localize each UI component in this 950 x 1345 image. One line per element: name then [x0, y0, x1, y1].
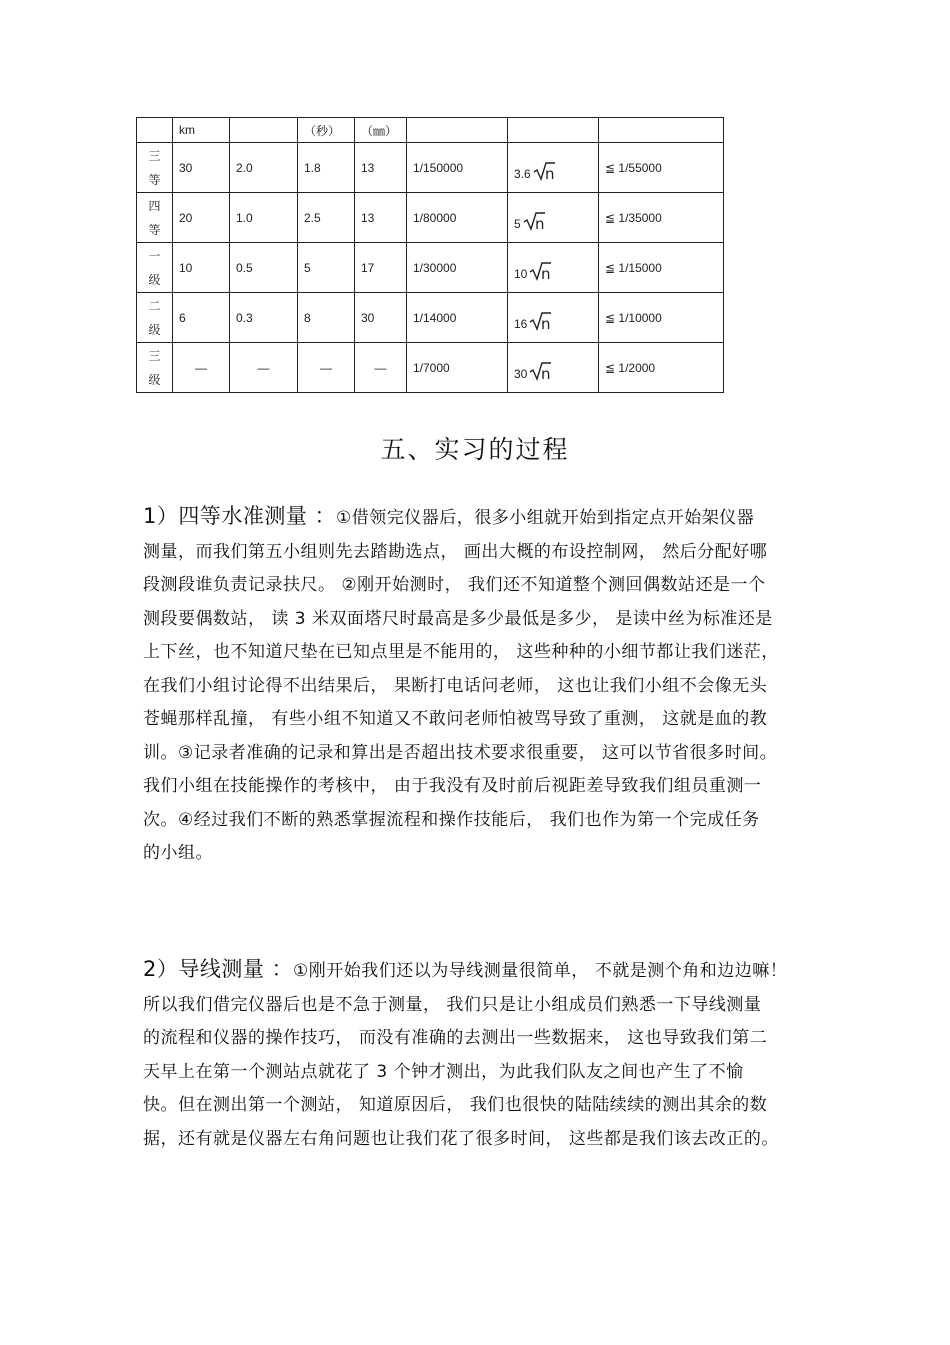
table-cell: 1.8 — [298, 143, 355, 193]
square-root-icon — [533, 161, 555, 181]
grade-cell: 二 级 — [137, 293, 173, 343]
header-cell-seconds: （秒） — [298, 118, 355, 143]
paragraph-line: 测量，而我们第五小组则先去踏勘选点， 画出大概的布设控制网， 然后分配好哪 — [143, 541, 768, 562]
svg-text:n: n — [541, 264, 551, 281]
table-cell: 1/150000 — [407, 143, 508, 193]
svg-text:n: n — [544, 164, 555, 181]
paragraph-line: 我们小组在技能操作的考核中， 由于我没有及时前后视距差导致我们组员重测一 — [143, 776, 762, 796]
ratio-cell: ≦ 1/55000 — [599, 143, 724, 193]
table-cell: 5 — [298, 243, 355, 293]
ratio-cell: ≦ 1/10000 — [599, 293, 724, 343]
square-root-icon — [529, 311, 551, 331]
table-cell: 8 — [298, 293, 355, 343]
header-cell-km: km — [173, 118, 230, 143]
paragraph-line: 所以我们借完仪器后也是不急于测量， 我们只是让小组成员们熟悉一下导线测量 — [143, 994, 762, 1015]
table-cell: — — [298, 343, 355, 393]
section-title: 五、实习的过程 — [380, 435, 570, 464]
table-cell: 2.0 — [230, 143, 298, 193]
table-cell: 30 — [355, 293, 407, 343]
paragraph-first-line: 2）导线测量 ：①刚开始我们还以为导线测量很简单， 不就是测个角和边边嘛！ — [143, 957, 788, 981]
ratio-cell: ≦ 1/15000 — [599, 243, 724, 293]
sqrt-cell: 3.6 n — [508, 143, 599, 193]
paragraph-line: 天早上在第一个测站点就花了 3 个钟才测出，为此我们队友之间也产生了不愉 — [143, 1061, 744, 1082]
square-root-icon — [529, 261, 551, 281]
sqrt-cell: 16 n — [508, 293, 599, 343]
table-cell: — — [230, 343, 298, 393]
table-cell: 20 — [173, 193, 230, 243]
table-row — [137, 243, 724, 293]
paragraph-line: 测段要偶数站， 读 3 米双面塔尺时最高是多少最低是多少， 是读中丝为标准还是 — [143, 608, 773, 629]
paragraph-traverse — [143, 953, 808, 1156]
table-row — [137, 143, 724, 193]
ratio-cell: ≦ 1/2000 — [599, 343, 724, 393]
table-cell: — — [355, 343, 407, 393]
table-cell: 0.5 — [230, 243, 298, 293]
paragraph-heading: 2）导线测量 ： — [143, 957, 294, 981]
square-root-icon — [523, 211, 545, 231]
paragraph-first-line: 1）四等水准测量 ：①借领完仪器后，很多小组就开始到指定点开始架仪器 — [143, 504, 755, 528]
table-row — [137, 193, 724, 243]
paragraph-line: 在我们小组讨论得不出结果后， 果断打电话问老师， 这也让我们小组不会像无头 — [143, 675, 768, 696]
paragraph-line: 据，还有就是仪器左右角问题也让我们花了很多时间， 这些都是我们该去改正的。 — [143, 1128, 779, 1149]
square-root-icon — [529, 361, 551, 381]
header-cell — [508, 118, 599, 143]
paragraph-line: 的小组。 — [143, 843, 213, 863]
paragraph-line: 苍蝇那样乱撞， 有些小组不知道又不敢问老师怕被骂导致了重测， 这就是血的教 — [143, 709, 768, 729]
table-cell: 2.5 — [298, 193, 355, 243]
sqrt-cell: 10 n — [508, 243, 599, 293]
header-cell — [407, 118, 508, 143]
paragraph-line: 次。④经过我们不断的熟悉掌握流程和操作技能后， 我们也作为第一个完成任务 — [143, 809, 760, 830]
paragraph-line: 的流程和仪器的操作技巧， 而没有准确的去测出一些数据来， 这也导致我们第二 — [143, 1028, 768, 1048]
grade-cell: 三 级 — [137, 343, 173, 393]
table-cell: 13 — [355, 143, 407, 193]
paragraph-line: 训。③记录者准确的记录和算出是否超出技术要求很重要， 这可以节省很多时间。 — [143, 742, 778, 763]
table-cell: 1/80000 — [407, 193, 508, 243]
paragraph-leveling — [143, 500, 808, 871]
table-cell: 6 — [173, 293, 230, 343]
table-cell: 0.3 — [230, 293, 298, 343]
header-cell — [599, 118, 724, 143]
svg-text:n: n — [534, 214, 545, 231]
table-cell: 1.0 — [230, 193, 298, 243]
ratio-cell: ≦ 1/35000 — [599, 193, 724, 243]
sqrt-cell: 5 n — [508, 193, 599, 243]
header-cell-mm: （㎜） — [355, 118, 407, 143]
header-cell — [230, 118, 298, 143]
svg-text:n: n — [541, 314, 551, 331]
table-row — [137, 343, 724, 393]
table-cell: 1/7000 — [407, 343, 508, 393]
specification-table — [136, 117, 724, 393]
table-cell: — — [173, 343, 230, 393]
paragraph-line: 段测段谁负责记录扶尺。 ②刚开始测时， 我们还不知道整个测回偶数站还是一个 — [143, 575, 766, 595]
paragraph-line: 上下丝，也不知道尺垫在已知点里是不能用的， 这些种种的小细节都让我们迷茫， — [143, 642, 779, 662]
header-cell — [137, 118, 173, 143]
svg-text:n: n — [541, 364, 551, 381]
table-cell: 1/14000 — [407, 293, 508, 343]
grade-cell: 一 级 — [137, 243, 173, 293]
table-cell: 10 — [173, 243, 230, 293]
paragraph-heading: 1）四等水准测量 ： — [143, 504, 337, 528]
table-cell: 13 — [355, 193, 407, 243]
table-header-row — [137, 118, 724, 143]
table-cell: 1/30000 — [407, 243, 508, 293]
sqrt-cell: 30 n — [508, 343, 599, 393]
grade-cell: 四 等 — [137, 193, 173, 243]
table-cell: 30 — [173, 143, 230, 193]
paragraph-line: 快。但在测出第一个测站， 知道原因后， 我们也很快的陆陆续续的测出其余的数 — [143, 1095, 768, 1115]
table-row — [137, 293, 724, 343]
grade-cell: 三 等 — [137, 143, 173, 193]
table-cell: 17 — [355, 243, 407, 293]
